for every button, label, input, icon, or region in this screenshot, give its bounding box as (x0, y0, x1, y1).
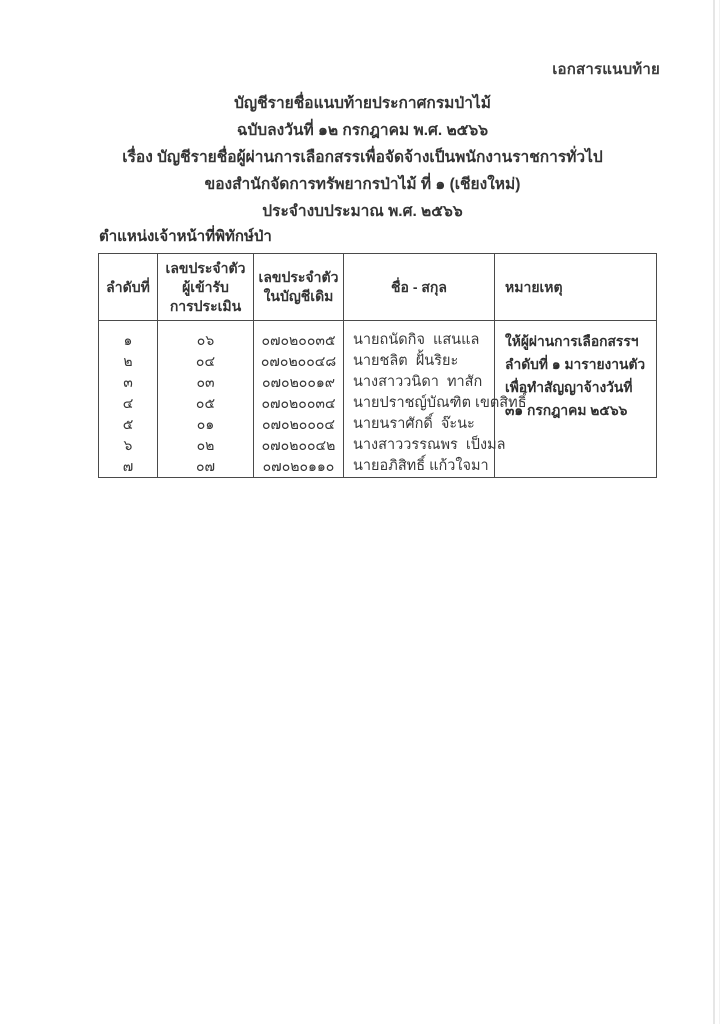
cell-name: นายชลิต ฝั้นริยะ (344, 351, 495, 372)
title-line-4: ของสำนักจัดการทรัพยากรป่าไม้ ที่ ๑ (เชียงใหม่) (204, 176, 521, 193)
table-header-row (99, 254, 657, 321)
title-line-3: เรื่อง บัญชีรายชื่อผู้ผ่านการเลือกสรรเพื่อจัดจ้างเป็นพนักงานราชการทั่วไป (122, 149, 603, 166)
cell-order: ๖ (99, 435, 158, 456)
col-header-remark: หมายเหตุ (495, 254, 657, 321)
title-line-5: ประจำงบประมาณ พ.ศ. ๒๕๖๖ (262, 203, 463, 220)
remark-line-1: ให้ผู้ผ่านการเลือกสรรฯ (505, 334, 639, 349)
cell-name: นางสาววนิดา ทาสัก (344, 372, 495, 393)
position-section-heading: ตำแหน่งเจ้าหน้าที่พิทักษ์ป่า (99, 228, 272, 245)
cell-exam-id: ๐๖ (158, 321, 254, 352)
cell-name: นายปราชญ์บัณฑิต เขตสิทธิ์ (344, 393, 495, 414)
remark-line-2: ลำดับที่ ๑ มารายงานตัว (505, 357, 646, 372)
cell-order: ๑ (99, 321, 158, 352)
cell-old-list-id: ๐๗๐๒๐๑๑๐ (254, 456, 344, 478)
cell-name: นายอภิสิทธิ์ แก้วใจมา (344, 456, 495, 478)
cell-order: ๔ (99, 393, 158, 414)
cell-old-list-id: ๐๗๐๒๐๐๐๔ (254, 414, 344, 435)
cell-exam-id: ๐๒ (158, 435, 254, 456)
cell-exam-id: ๐๓ (158, 372, 254, 393)
cell-exam-id: ๐๗ (158, 456, 254, 478)
remark-line-3: เพื่อทำสัญญาจ้างวันที่ (505, 380, 633, 395)
col-header-old-list-id: เลขประจำตัว ในบัญชีเดิม (254, 254, 344, 321)
applicant-list-table (98, 253, 657, 478)
remark-line-4: ๓๑ กรกฎาคม ๒๕๖๖ (505, 403, 628, 418)
cell-old-list-id: ๐๗๐๒๐๐๔๘ (254, 351, 344, 372)
col-header-exam-id: เลขประจำตัว ผู้เข้ารับ การประเมิน (158, 254, 254, 321)
cell-old-list-id: ๐๗๐๒๐๐๑๙ (254, 372, 344, 393)
cell-name: นายถนัดกิจ แสนแล (344, 321, 495, 352)
table-row (99, 321, 657, 352)
cell-order: ๒ (99, 351, 158, 372)
cell-name: นางสาววรรณพร เป็งมล (344, 435, 495, 456)
cell-old-list-id: ๐๗๐๒๐๐๓๕ (254, 321, 344, 352)
cell-exam-id: ๐๑ (158, 414, 254, 435)
cell-order: ๗ (99, 456, 158, 478)
cell-name: นายนราศักดิ์ จ๊ะนะ (344, 414, 495, 435)
col-header-name: ชื่อ - สกุล (344, 254, 495, 321)
document-title (0, 90, 725, 225)
title-line-1: บัญชีรายชื่อแนบท้ายประกาศกรมป่าไม้ (234, 95, 491, 112)
cell-order: ๓ (99, 372, 158, 393)
col-header-order: ลำดับที่ (99, 254, 158, 321)
cell-exam-id: ๐๕ (158, 393, 254, 414)
cell-order: ๕ (99, 414, 158, 435)
cell-old-list-id: ๐๗๐๒๐๐๓๔ (254, 393, 344, 414)
cell-exam-id: ๐๔ (158, 351, 254, 372)
attachment-corner-note: เอกสารแนบท้าย (552, 61, 660, 78)
title-line-2: ฉบับลงวันที่ ๑๒ กรกฎาคม พ.ศ. ๒๕๖๖ (236, 122, 489, 139)
cell-old-list-id: ๐๗๐๒๐๐๔๒ (254, 435, 344, 456)
